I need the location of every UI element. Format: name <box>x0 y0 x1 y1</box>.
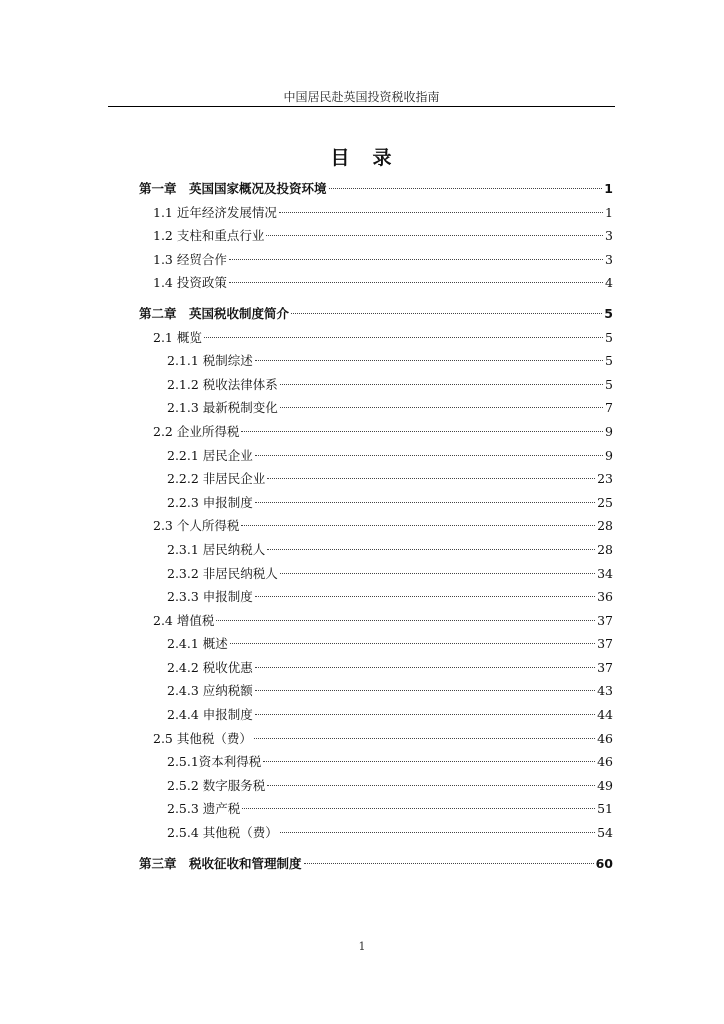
toc-entry[interactable] <box>139 248 613 272</box>
toc-entry[interactable] <box>139 750 613 774</box>
toc-dot-leader <box>280 407 603 408</box>
toc-dot-leader <box>254 738 595 739</box>
toc-entry[interactable] <box>139 585 613 609</box>
toc-entry-label: 2.4 增值税 <box>153 612 215 628</box>
toc-entry-label: 1.4 投资政策 <box>153 275 227 291</box>
toc-dot-leader <box>229 282 603 283</box>
toc-entry-label: 2.4.2 税收优惠 <box>167 659 253 675</box>
toc-chapter-entry[interactable] <box>139 302 613 326</box>
toc-entry-label: 2.4.4 申报制度 <box>167 707 253 723</box>
toc-chapter-entry[interactable] <box>139 852 613 876</box>
toc-entry[interactable] <box>139 656 613 680</box>
header-rule <box>108 106 615 107</box>
toc-entry-page: 9 <box>605 423 613 439</box>
running-header: 中国居民赴英国投资税收指南 <box>283 90 440 104</box>
toc-dot-leader <box>255 502 595 503</box>
toc-entry-label: 2.4.3 应纳税额 <box>167 683 253 699</box>
toc-entry-page: 51 <box>597 801 613 817</box>
toc-dot-leader <box>229 259 603 260</box>
toc-entry-label: 2.1.3 最新税制变化 <box>167 400 278 416</box>
toc-dot-leader <box>216 620 595 621</box>
toc-entry[interactable] <box>139 467 613 491</box>
toc-entry-label: 2.3.1 居民纳税人 <box>167 541 266 557</box>
toc-entry[interactable] <box>139 538 613 562</box>
toc-entry[interactable] <box>139 632 613 656</box>
toc-dot-leader <box>291 313 602 314</box>
toc-entry-page: 43 <box>597 683 613 699</box>
toc-dot-leader <box>255 714 595 715</box>
toc-entry[interactable] <box>139 821 613 845</box>
toc-entry-page: 5 <box>604 305 613 321</box>
toc-entry-page: 4 <box>605 275 613 291</box>
toc-entry-label: 2.2.2 非居民企业 <box>167 471 266 487</box>
toc-dot-leader <box>267 478 595 479</box>
toc-entry-page: 3 <box>605 228 613 244</box>
toc-entry[interactable] <box>139 444 613 468</box>
toc-entry-label: 2.3 个人所得税 <box>153 518 240 534</box>
toc-entry-page: 36 <box>597 589 613 605</box>
toc-dot-leader <box>267 549 595 550</box>
toc-entry-page: 54 <box>597 825 613 841</box>
toc-entry-label: 2.2.3 申报制度 <box>167 494 253 510</box>
toc-entry-label: 1.3 经贸合作 <box>153 251 227 267</box>
page-number: 1 <box>358 940 366 953</box>
toc-entry[interactable] <box>139 326 613 350</box>
toc-entry-page: 37 <box>597 659 613 675</box>
toc-dot-leader <box>280 384 603 385</box>
toc-entry-label: 2.2.1 居民企业 <box>167 447 253 463</box>
toc-entry-label: 2.5.3 遗产税 <box>167 801 241 817</box>
toc-entry-label: 第三章 税收征收和管理制度 <box>139 855 302 871</box>
toc-dot-leader <box>241 431 603 432</box>
toc-entry-page: 7 <box>605 400 613 416</box>
toc-entry-label: 2.1 概览 <box>153 329 202 345</box>
toc-entry[interactable] <box>139 797 613 821</box>
toc-entry-page: 23 <box>597 471 613 487</box>
toc-entry-page: 25 <box>597 494 613 510</box>
toc-entry-label: 2.3.2 非居民纳税人 <box>167 565 278 581</box>
toc-dot-leader <box>242 808 595 809</box>
toc-entry[interactable] <box>139 679 613 703</box>
toc-entry[interactable] <box>139 224 613 248</box>
toc-entry-label: 1.1 近年经济发展情况 <box>153 204 277 220</box>
toc-entry-page: 5 <box>605 329 613 345</box>
toc-dot-leader <box>304 863 594 864</box>
toc-entry-page: 37 <box>597 636 613 652</box>
toc-entry[interactable] <box>139 349 613 373</box>
toc-entry-label: 2.5.1资本利得税 <box>167 754 262 770</box>
toc-entry-label: 2.1.1 税制综述 <box>167 353 253 369</box>
toc-dot-leader <box>263 761 595 762</box>
toc-entry-page: 44 <box>597 707 613 723</box>
toc-dot-leader <box>255 667 595 668</box>
toc-dot-leader <box>255 596 595 597</box>
toc-entry-page: 28 <box>597 541 613 557</box>
toc-entry-page: 3 <box>605 251 613 267</box>
toc-entry[interactable] <box>139 562 613 586</box>
toc-entry-page: 5 <box>605 353 613 369</box>
toc-entry[interactable] <box>139 420 613 444</box>
toc-dot-leader <box>267 785 595 786</box>
toc-entry-label: 2.2 企业所得税 <box>153 423 240 439</box>
toc-entry-page: 34 <box>597 565 613 581</box>
toc-dot-leader <box>280 573 595 574</box>
toc-entry-page: 49 <box>597 777 613 793</box>
toc-dot-leader <box>204 337 603 338</box>
toc-entry-page: 37 <box>597 612 613 628</box>
toc-entry[interactable] <box>139 373 613 397</box>
toc-dot-leader <box>279 212 603 213</box>
toc-entry[interactable] <box>139 609 613 633</box>
toc-entry-page: 1 <box>605 204 613 220</box>
toc-entry-page: 46 <box>597 754 613 770</box>
toc-entry-label: 2.1.2 税收法律体系 <box>167 376 278 392</box>
toc-entry-label: 第一章 英国国家概况及投资环境 <box>139 181 327 196</box>
toc-entry[interactable] <box>139 727 613 751</box>
toc-dot-leader <box>266 235 603 236</box>
toc-entry[interactable] <box>139 514 613 538</box>
toc-title: 目 录 <box>330 147 394 169</box>
toc-entry-page: 28 <box>597 518 613 534</box>
toc-entry[interactable] <box>139 201 613 225</box>
toc-entry-page: 1 <box>604 181 613 196</box>
toc-entry[interactable] <box>139 703 613 727</box>
toc-entry[interactable] <box>139 491 613 515</box>
toc-dot-leader <box>329 188 603 189</box>
toc-entry-page: 46 <box>597 730 613 746</box>
toc-entry[interactable] <box>139 271 613 295</box>
toc-entry-label: 2.4.1 概述 <box>167 636 228 652</box>
toc-entry-page: 60 <box>595 855 613 871</box>
toc-dot-leader <box>241 525 595 526</box>
toc-dot-leader <box>255 690 595 691</box>
toc-entry-label: 2.5 其他税（费） <box>153 730 252 746</box>
toc-entry-label: 第二章 英国税收制度简介 <box>139 305 290 321</box>
toc-chapter-entry[interactable] <box>139 177 613 201</box>
toc-entry-label: 2.5.2 数字服务税 <box>167 777 266 793</box>
toc-entry-label: 2.5.4 其他税（费） <box>167 825 278 841</box>
toc-entry-page: 9 <box>605 447 613 463</box>
toc-entry-page: 5 <box>605 376 613 392</box>
toc-dot-leader <box>230 643 595 644</box>
toc-entry-label: 2.3.3 申报制度 <box>167 589 253 605</box>
toc-entry[interactable] <box>139 774 613 798</box>
toc-dot-leader <box>280 832 595 833</box>
toc-dot-leader <box>255 360 603 361</box>
toc-list <box>139 177 613 875</box>
toc-entry-label: 1.2 支柱和重点行业 <box>153 228 265 244</box>
toc-entry[interactable] <box>139 396 613 420</box>
toc-dot-leader <box>255 455 603 456</box>
